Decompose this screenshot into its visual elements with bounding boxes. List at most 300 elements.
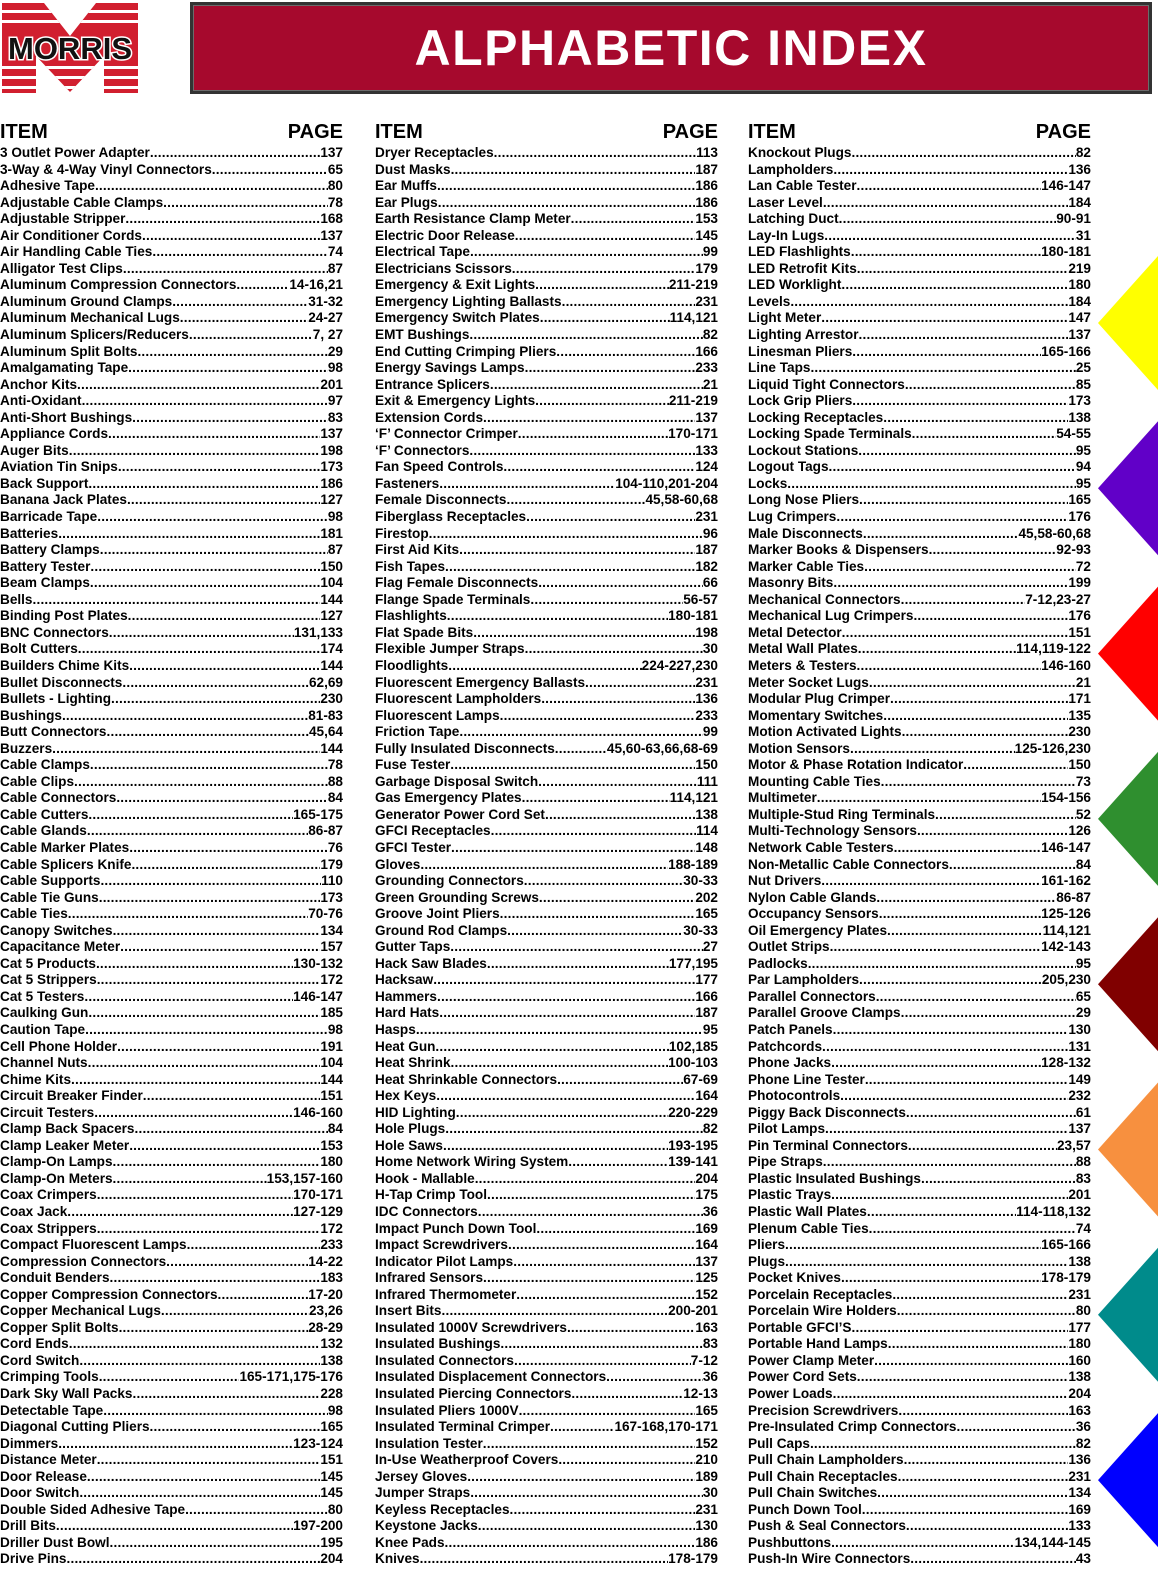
index-entry <box>0 410 343 427</box>
entry-item: Motion Activated Lights <box>748 724 902 740</box>
index-entry <box>0 1022 343 1039</box>
entry-page: 233 <box>695 707 718 723</box>
index-entry <box>748 393 1091 410</box>
entry-page: 21 <box>1075 674 1091 690</box>
column-header <box>0 120 343 145</box>
dot-leader <box>823 1154 1076 1171</box>
entry-item: Mechanical Lug Crimpers <box>748 608 914 624</box>
dot-leader <box>810 360 1075 377</box>
entry-item: Push & Seal Connectors <box>748 1518 906 1534</box>
index-column-1 <box>0 120 343 1568</box>
index-entry <box>0 178 343 195</box>
index-entry <box>0 1187 343 1204</box>
index-entry <box>748 1105 1091 1122</box>
entry-page: 153 <box>695 211 718 227</box>
entry-item: Cable Marker Plates <box>0 839 130 855</box>
index-entry <box>748 492 1091 509</box>
entry-item: Pull Chain Switches <box>748 1485 878 1501</box>
dot-leader <box>420 1551 669 1568</box>
entry-item: Flag Female Disconnects <box>375 575 539 591</box>
entry-item: Padlocks <box>748 955 808 971</box>
entry-item: Bushings <box>0 707 62 723</box>
entry-item: Canopy Switches <box>0 922 113 938</box>
dot-leader <box>825 1121 1068 1138</box>
entry-item: Earth Resistance Clamp Meter <box>375 211 571 227</box>
entry-item: Light Meter <box>748 310 822 326</box>
entry-page: 70-76 <box>308 906 343 922</box>
index-entry <box>375 658 718 675</box>
index-entry <box>748 1303 1091 1320</box>
entry-page: 165-171,175-176 <box>239 1369 343 1385</box>
dot-leader <box>33 592 321 609</box>
dot-leader <box>79 1485 320 1502</box>
entry-item: Auger Bits <box>0 442 69 458</box>
dot-leader <box>522 790 670 807</box>
entry-page: 170-171 <box>668 426 718 442</box>
entry-item: Green Grounding Screws <box>375 889 539 905</box>
entry-page: 211-219 <box>668 393 718 409</box>
entry-item: Punch Down Tool <box>748 1501 862 1517</box>
entry-page: 177 <box>695 972 718 988</box>
entry-page: 73 <box>1075 773 1091 789</box>
dot-leader <box>103 1403 328 1420</box>
entry-item: LED Worklight <box>748 277 842 293</box>
entry-page: 187 <box>695 1005 718 1021</box>
dot-leader <box>71 1072 320 1089</box>
dot-leader <box>864 559 1076 576</box>
dot-leader <box>439 1005 695 1022</box>
dot-leader <box>567 1320 695 1337</box>
index-entry <box>375 1353 718 1370</box>
dot-leader <box>908 1138 1057 1155</box>
entry-item: Cable Clips <box>0 773 75 789</box>
index-entry <box>748 1005 1091 1022</box>
dot-leader <box>956 1419 1075 1436</box>
dot-leader <box>445 559 695 576</box>
entry-page: 36 <box>1075 1419 1091 1435</box>
index-entry <box>375 1171 718 1188</box>
index-entry <box>375 1551 718 1568</box>
index-entry <box>375 327 718 344</box>
index-entry <box>375 608 718 625</box>
entry-item: Cable Splicers Knife <box>0 856 132 872</box>
index-entry <box>375 261 718 278</box>
index-entry <box>375 691 718 708</box>
dot-leader <box>883 708 1068 725</box>
entry-item: Cable Clamps <box>0 757 90 773</box>
dot-leader <box>510 1502 696 1519</box>
index-entry <box>0 1419 343 1436</box>
entry-page: 114,119-122 <box>1016 641 1091 657</box>
entry-item: Plastic Trays <box>748 1187 832 1203</box>
index-entry <box>748 1518 1091 1535</box>
entry-item: Insulated Connectors <box>375 1352 514 1368</box>
entry-item: ‘F’ Connector Crimper <box>375 426 518 442</box>
dot-leader <box>831 1187 1068 1204</box>
entry-page: 157 <box>320 939 343 955</box>
entry-page: 166 <box>695 988 718 1004</box>
entry-item: Locking Spade Terminals <box>748 426 912 442</box>
index-entry <box>0 890 343 907</box>
entry-page: 137 <box>320 227 343 243</box>
dot-leader <box>456 1105 668 1122</box>
entry-item: Motion Sensors <box>748 740 850 756</box>
entry-page: 62,69 <box>308 674 343 690</box>
dot-leader <box>536 1221 695 1238</box>
header-page-label: PAGE <box>1035 121 1091 143</box>
dot-leader <box>467 1469 695 1486</box>
title-banner <box>190 2 1152 94</box>
entry-item: Jersey Gloves <box>375 1468 468 1484</box>
header-item-label: ITEM <box>0 121 48 143</box>
index-entry <box>375 211 718 228</box>
dot-leader <box>447 608 668 625</box>
entry-page: 7-12,23-27 <box>1025 591 1091 607</box>
dot-leader <box>437 989 695 1006</box>
entry-item: Locks <box>748 475 788 491</box>
entry-item: Lug Crimpers <box>748 509 837 525</box>
dot-leader <box>478 1204 703 1221</box>
entry-item: Battery Clamps <box>0 542 100 558</box>
entry-item: Cable Tie Guns <box>0 889 99 905</box>
entry-page: 173 <box>320 459 343 475</box>
index-entry <box>375 890 718 907</box>
entry-page: 95 <box>1075 475 1091 491</box>
dot-leader <box>99 890 321 907</box>
entry-page: 228 <box>320 1386 343 1402</box>
entry-item: Ear Plugs <box>375 194 438 210</box>
index-entry <box>375 1138 718 1155</box>
entry-page: 165-175 <box>293 806 343 822</box>
entry-page: 184 <box>1068 293 1091 309</box>
index-entry <box>0 492 343 509</box>
entry-item: Aviation Tin Snips <box>0 459 118 475</box>
index-entry <box>0 857 343 874</box>
entry-item: Porcelain Receptacles <box>748 1286 893 1302</box>
dot-leader <box>451 162 696 179</box>
dot-leader <box>851 145 1075 162</box>
dot-leader <box>500 1336 702 1353</box>
dot-leader <box>859 327 1069 344</box>
dot-leader <box>78 641 321 658</box>
entry-page: 145 <box>320 1485 343 1501</box>
entry-item: Mechanical Connectors <box>748 591 901 607</box>
index-entry <box>375 724 718 741</box>
dot-leader <box>67 1204 293 1221</box>
entry-item: Channel Nuts <box>0 1055 88 1071</box>
entry-page: 165 <box>695 906 718 922</box>
entry-item: Dark Sky Wall Packs <box>0 1386 133 1402</box>
entry-item: Motor & Phase Rotation Indicator <box>748 757 964 773</box>
dot-leader <box>905 377 1076 394</box>
index-entry <box>375 244 718 261</box>
dot-leader <box>787 476 1076 493</box>
header-item-label: ITEM <box>748 121 796 143</box>
dot-leader <box>459 542 695 559</box>
entry-item: Air Conditioner Cords <box>0 227 142 243</box>
index-entry <box>0 1270 343 1287</box>
dot-leader <box>901 592 1026 609</box>
dot-leader <box>451 1055 669 1072</box>
entry-item: Patchcords <box>748 1038 823 1054</box>
entry-item: Hack Saw Blades <box>375 955 487 971</box>
entry-item: LED Flashlights <box>748 244 851 260</box>
dot-leader <box>519 1403 696 1420</box>
entry-item: Male Disconnects <box>748 525 863 541</box>
entry-page: 180 <box>1068 1336 1091 1352</box>
entry-page: 230 <box>320 691 343 707</box>
entry-item: Coax Strippers <box>0 1220 97 1236</box>
entry-page: 165 <box>1068 492 1091 508</box>
index-entry <box>748 658 1091 675</box>
index-entry <box>375 459 718 476</box>
index-entry <box>375 277 718 294</box>
entry-page: 146-160 <box>1041 657 1091 673</box>
dot-leader <box>841 1270 1041 1287</box>
entry-item: Amalgamating Tape <box>0 360 129 376</box>
dot-leader <box>525 360 696 377</box>
entry-page: 28-29 <box>308 1319 343 1335</box>
entry-page: 90-91 <box>1056 211 1091 227</box>
entry-item: Beam Clamps <box>0 575 90 591</box>
dot-leader <box>507 923 683 940</box>
index-entry <box>375 641 718 658</box>
index-entry <box>375 509 718 526</box>
entry-page: 80 <box>1075 1303 1091 1319</box>
entry-item: Marker Books & Dispensers <box>748 542 929 558</box>
dot-leader <box>790 294 1068 311</box>
entry-page: 136 <box>695 691 718 707</box>
entry-item: Meter Socket Lugs <box>748 674 869 690</box>
entry-item: Emergency Switch Plates <box>375 310 540 326</box>
entry-page: 160 <box>1068 1352 1091 1368</box>
dot-leader <box>867 1204 1016 1221</box>
entry-item: Cord Switch <box>0 1352 80 1368</box>
entry-page: 210 <box>695 1452 718 1468</box>
entry-page: 132 <box>320 1336 343 1352</box>
index-entry <box>0 1386 343 1403</box>
dot-leader <box>172 294 308 311</box>
dot-leader <box>857 1369 1069 1386</box>
index-entry <box>748 1403 1091 1420</box>
dot-leader <box>879 906 1041 923</box>
index-entry <box>748 1171 1091 1188</box>
index-entry <box>748 261 1091 278</box>
index-entry <box>0 542 343 559</box>
entry-page: 88 <box>327 773 343 789</box>
entry-item: Battery Tester <box>0 558 91 574</box>
dot-leader <box>512 261 696 278</box>
entry-item: Friction Tape <box>375 724 460 740</box>
index-entry <box>748 277 1091 294</box>
dot-leader <box>858 641 1016 658</box>
entry-item: Electrical Tape <box>375 244 470 260</box>
index-entry <box>375 625 718 642</box>
entry-item: Circuit Testers <box>0 1104 95 1120</box>
entry-item: Flat Spade Bits <box>375 624 474 640</box>
entry-item: Infrared Sensors <box>375 1270 484 1286</box>
dot-leader <box>831 1055 1041 1072</box>
dot-leader <box>451 840 695 857</box>
entry-item: Firestop <box>375 525 429 541</box>
entry-page: 164 <box>695 1237 718 1253</box>
entry-page: 130-132 <box>293 955 343 971</box>
section-tab-teal <box>1098 1248 1158 1382</box>
entry-page: 95 <box>702 1021 718 1037</box>
dot-leader <box>503 459 695 476</box>
entry-item: Adjustable Stripper <box>0 211 126 227</box>
dot-leader <box>62 708 308 725</box>
entry-page: 128-132 <box>1041 1055 1091 1071</box>
dot-leader <box>881 774 1076 791</box>
entry-page: 83 <box>1075 1170 1091 1186</box>
entry-page: 82 <box>1075 1435 1091 1451</box>
dot-leader <box>113 1154 321 1171</box>
dot-leader <box>500 906 696 923</box>
index-entry <box>0 344 343 361</box>
dot-leader <box>135 1121 328 1138</box>
index-entry <box>375 178 718 195</box>
entry-item: Clamp Leaker Meter <box>0 1137 130 1153</box>
dot-leader <box>890 691 1068 708</box>
index-entry <box>748 939 1091 956</box>
index-entry <box>748 890 1091 907</box>
entry-item: Dryer Receptacles <box>375 145 494 160</box>
index-entry <box>0 277 343 294</box>
entry-page: 182 <box>695 558 718 574</box>
entry-item: ‘F’ Connectors <box>375 442 470 458</box>
dot-leader <box>513 1254 695 1271</box>
entry-item: Cell Phone Holder <box>0 1038 118 1054</box>
entry-item: Double Sided Adhesive Tape <box>0 1501 186 1517</box>
dot-leader <box>876 989 1076 1006</box>
index-entry <box>375 360 718 377</box>
entry-page: 186 <box>695 194 718 210</box>
entry-page: 17-20 <box>308 1286 343 1302</box>
index-entry <box>0 790 343 807</box>
index-entry <box>375 294 718 311</box>
index-entry <box>375 1419 718 1436</box>
index-entry <box>375 1336 718 1353</box>
entry-page: 45,60-63,66,68-69 <box>606 740 718 756</box>
dot-leader <box>435 1039 668 1056</box>
entry-page: 166 <box>695 343 718 359</box>
entry-page: 180-181 <box>668 608 718 624</box>
dot-leader <box>935 807 1076 824</box>
entry-item: Keyless Receptacles <box>375 1501 510 1517</box>
index-entry <box>748 724 1091 741</box>
index-entry <box>748 807 1091 824</box>
entry-item: Keystone Jacks <box>375 1518 478 1534</box>
entry-page: 198 <box>695 624 718 640</box>
entry-page: 148 <box>695 839 718 855</box>
entry-item: GFCI Receptacles <box>375 823 491 839</box>
dot-leader <box>90 757 328 774</box>
entry-item: Cord Ends <box>0 1336 69 1352</box>
dot-leader <box>541 691 695 708</box>
entry-page: 204 <box>1068 1386 1091 1402</box>
dot-leader <box>180 310 308 327</box>
entry-page: 80 <box>327 1501 343 1517</box>
entry-item: Line Taps <box>748 360 811 376</box>
entry-item: Barricade Tape <box>0 509 98 525</box>
index-entry <box>375 675 718 692</box>
dot-leader <box>949 857 1076 874</box>
entry-page: 27 <box>702 939 718 955</box>
dot-leader <box>97 1187 293 1204</box>
dot-leader <box>111 691 320 708</box>
dot-leader <box>857 261 1069 278</box>
entry-page: 31 <box>1075 227 1091 243</box>
index-entry <box>0 459 343 476</box>
entry-page: 193-195 <box>668 1137 718 1153</box>
entry-page: 176 <box>1068 509 1091 525</box>
entry-item: Push-In Wire Connectors <box>748 1551 911 1567</box>
index-entry <box>748 1088 1091 1105</box>
entry-list <box>375 145 718 1568</box>
entry-page: 173 <box>1068 393 1091 409</box>
entry-item: Lan Cable Tester <box>748 178 857 194</box>
entry-item: Flange Spade Terminals <box>375 591 531 607</box>
entry-page: 179 <box>695 260 718 276</box>
entry-item: Butt Connectors <box>0 724 107 740</box>
entry-item: Drill Bits <box>0 1518 56 1534</box>
index-entry <box>748 956 1091 973</box>
index-entry <box>375 542 718 559</box>
dot-leader <box>808 956 1076 973</box>
index-entry <box>375 1105 718 1122</box>
entry-page: 167-168,170-171 <box>614 1419 718 1435</box>
entry-item: Bolt Cutters <box>0 641 78 657</box>
index-entry <box>748 923 1091 940</box>
entry-item: Infrared Thermometer <box>375 1286 517 1302</box>
entry-item: Levels <box>748 293 791 309</box>
entry-item: Lockout Stations <box>748 442 859 458</box>
entry-page: 175 <box>695 1187 718 1203</box>
entry-page: 102,185 <box>668 1038 718 1054</box>
entry-item: Knives <box>375 1551 420 1567</box>
dot-leader <box>433 972 695 989</box>
index-entry <box>748 526 1091 543</box>
entry-page: 83 <box>327 409 343 425</box>
entry-page: 99 <box>702 244 718 260</box>
dot-leader <box>443 1138 668 1155</box>
index-entry <box>0 1518 343 1535</box>
index-entry <box>748 675 1091 692</box>
index-entry <box>748 708 1091 725</box>
dot-leader <box>88 1055 321 1072</box>
entry-item: Dust Masks <box>375 161 451 177</box>
dot-leader <box>824 228 1076 245</box>
entry-page: 123-124 <box>293 1435 343 1451</box>
dot-leader <box>858 443 1076 460</box>
index-entry <box>0 228 343 245</box>
index-entry <box>0 658 343 675</box>
index-entry <box>0 923 343 940</box>
index-entry <box>0 244 343 261</box>
entry-page: 80 <box>327 178 343 194</box>
dot-leader <box>869 675 1076 692</box>
section-tab-maroon <box>1098 917 1158 1051</box>
entry-page: 137 <box>1068 1121 1091 1137</box>
index-entry <box>375 195 718 212</box>
dot-leader <box>913 608 1068 625</box>
dot-leader <box>117 1039 320 1056</box>
entry-page: 146-160 <box>293 1104 343 1120</box>
index-entry <box>0 625 343 642</box>
entry-item: Hook - Mallable <box>375 1170 475 1186</box>
entry-page: 136 <box>1068 161 1091 177</box>
